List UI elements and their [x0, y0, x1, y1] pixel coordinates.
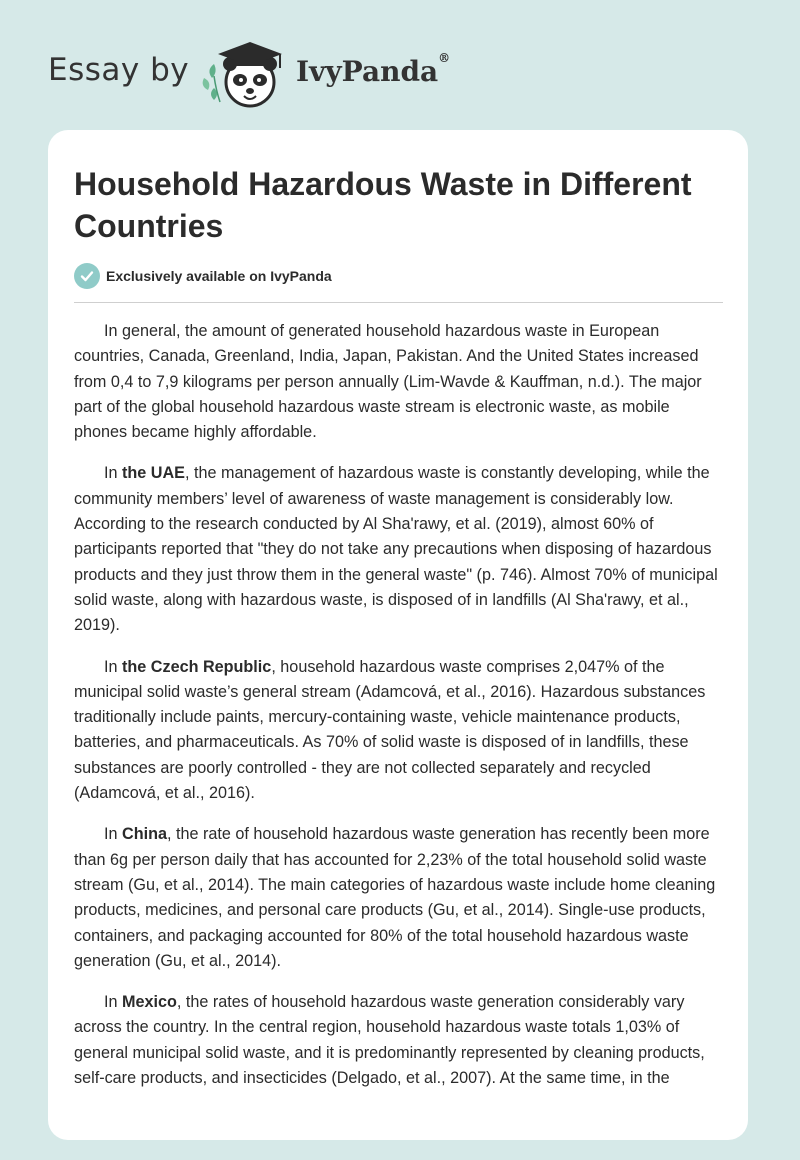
paragraph-4-lead: In [104, 825, 122, 844]
paragraph-5 [74, 990, 726, 1091]
paragraph-3-text: , household hazardous waste comprises 2,047% of the municipal solid waste’s general stream (Adamcová, et al., 2016). Hazardous substances traditionally include paints, mercury-containing waste, vehicle maintenance products, batteries, and pharmaceuticals. As 70% of solid waste is disposed of in landfills, these substances are poorly controlled - they are not collected separately and recycled (Adamcová, et al., 2016). [74, 657, 706, 803]
country-uae: the UAE [122, 464, 185, 483]
paragraph-1: In general, the amount of generated household hazardous waste in European countries, Canada, Greenland, India, Japan, Pakistan. And the United States increased from 0,4 to 7,9 kilograms per person annually (Lim-Wavde & Kauffman, n.d.). The major part of the global household hazardous waste stream is electronic waste, as mobile phones became highly affordable. [74, 322, 702, 442]
article-card [48, 130, 748, 1140]
country-mexico: Mexico [122, 993, 177, 1012]
essay-by-label: Essay by [48, 52, 190, 88]
paragraph-4 [74, 822, 726, 974]
article-body [74, 319, 726, 1107]
brand-name[interactable] [296, 51, 451, 88]
article-title: Household Hazardous Waste in Different Countries [74, 166, 692, 244]
paragraph-5-lead: In [104, 993, 122, 1012]
paragraph-2-text: , the management of hazardous waste is constantly developing, while the community members’ level of awareness of waste management is considerably low. According to the research conducted by Al Sha'rawy, et al. (2019), almost 60% of participants reported that "they do not take any precautions when disposing of hazardous products and they just throw them in the general waste" (p. 746). Almost 70% of municipal solid waste, along with hazardous waste, is disposed of in landfills (Al Sha'rawy, et al., 2019). [74, 464, 718, 635]
check-icon [74, 263, 100, 289]
brand-text: IvyPanda [296, 55, 439, 88]
paragraph-5-text: , the rates of household hazardous waste generation considerably vary across the country. In the central region, household hazardous waste totals 1,03% of general municipal solid waste, and it is predominantly represented by cleaning products, self-care products, and insecticides (Delgado, et al., 2007). At the same time, in the [74, 993, 705, 1088]
registered-mark: ® [438, 51, 451, 65]
paragraph-2-lead: In [104, 464, 122, 483]
ivypanda-logo-icon[interactable] [200, 36, 292, 112]
exclusive-label: Exclusively available on IvyPanda [106, 268, 332, 284]
paragraph-4-text: , the rate of household hazardous waste generation has recently been more than 6g per person daily that has accounted for 2,23% of the total household solid waste stream (Gu, et al., 2014). The main categories of hazardous waste include home cleaning products, medicines, and personal care products (Gu, et al., 2014). Single-use products, containers, and packaging accounted for 80% of the total household hazardous waste generation (Gu, et al., 2014). [74, 825, 716, 970]
exclusive-badge [74, 262, 332, 290]
paragraph-3-lead: In [104, 657, 122, 676]
country-czech-republic: the Czech Republic [122, 657, 272, 676]
paragraph-2 [74, 461, 726, 638]
divider [74, 302, 723, 303]
paragraph-3 [74, 655, 726, 807]
country-china: China [122, 825, 167, 844]
site-header [0, 0, 800, 130]
